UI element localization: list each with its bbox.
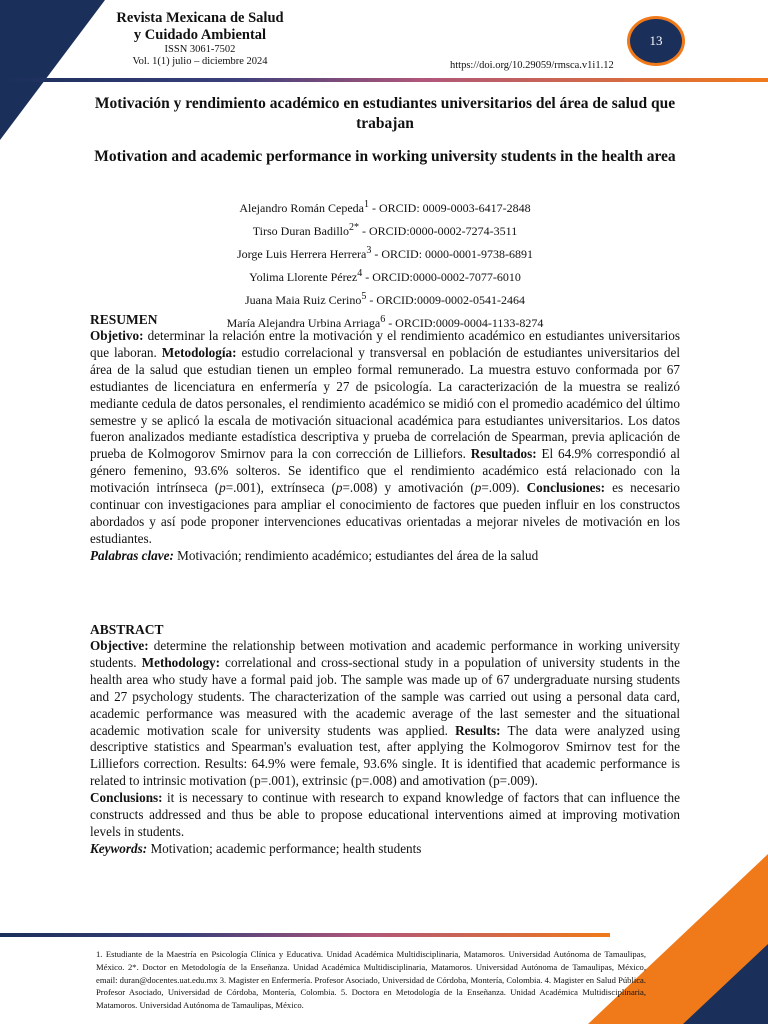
- author-name: Jorge Luis Herrera Herrera: [236, 247, 367, 261]
- author-affiliation: 4: [357, 268, 363, 279]
- resultados-text: El 64.9% correspondió al género femenino, 93.6% solteros. Se identifico que el rendimiento académico está relacionado con la motivación intrínseca (: [90, 446, 680, 496]
- resumen-section: [90, 311, 680, 565]
- results-text: The data were analyzed using descriptive statistics and Spearman's evaluation test, after applying the Kolmogorov Smirnov test for the Lilliefors correction. Results: 64.9% were female, 93.6% single. It is identified that academic performance is related to intrinsic motivation (p=.001), extrinsic (p=.008) and amotivation (p=.009).: [90, 722, 680, 789]
- objetivo-text: determinar la relación entre la motivación y el rendimiento académico en estudiantes universitarios que laboran.: [90, 328, 680, 360]
- abstract-heading: ABSTRACT: [90, 622, 164, 637]
- author-orcid: - ORCID: 0000-0001-9738-6891: [371, 247, 534, 261]
- author-affiliation: 3: [366, 245, 372, 256]
- author-name: Juana Maia Ruiz Cerino: [245, 293, 362, 307]
- author-affiliation: 2*: [349, 222, 359, 233]
- doi-link[interactable]: https://doi.org/10.29059/rmsca.v1i1.12: [450, 60, 614, 71]
- p-symbol: p: [474, 480, 482, 496]
- author-name: Tirso Duran Badillo: [252, 224, 349, 238]
- author-line: [80, 241, 690, 264]
- conclusiones-label: Conclusiones:: [526, 480, 606, 496]
- page-number-badge: 13: [627, 16, 685, 66]
- resumen-heading: RESUMEN: [90, 312, 158, 327]
- methodology-text: correlational and cross-sectional study in a population of university students in the health area who study have a formal paid job. The sample was made up of 67 undergraduate nursing students and 27 psychology students. The characterization of the sample was carried out using a personal data card, academic performance was measured with the academic average of the last semester and the situational academic motivation scale for university students was applied.: [90, 654, 680, 738]
- resultados-text: =.009).: [481, 480, 527, 496]
- author-orcid: - ORCID:0000-0002-7077-6010: [362, 270, 521, 284]
- journal-name-line2: y Cuidado Ambiental: [133, 27, 267, 43]
- methodology-label: Methodology:: [141, 654, 221, 670]
- corner-decoration-bottom-right-navy: [683, 944, 768, 1024]
- objective-label: Objective:: [90, 638, 149, 653]
- conclusions-text: it is necessary to continue with research to expand knowledge of factors that can influence the constructs addressed and thus be able to propose educational interventions aimed at improving motivation levels in students.: [90, 790, 680, 839]
- author-line: [80, 218, 690, 241]
- author-footnotes: 1. Estudiante de la Maestría en Psicología Clínica y Educativa. Unidad Académica Multidisciplinaria, Matamoros. Universidad Autónoma de Tamaulipas, México. 2*. Doctor en Metodología de la Enseñanza. Unidad Académica Multidisciplinaria, Matamoros. Universidad Autónoma de Tamaulipas, México, email: duran@docentes.uat.edu.mx 3. Magister en Enfermería. Profesor Asociado, Universidad de Córdoba, Montería, Colombia. 4. Magister en Salud Pública. Profesor Asociado, Universidad de Córdoba, Montería, Colombia. 5. Doctora en Metodología de la Enseñanza. Unidad Académica Multidisciplinaria, Matamoros. Universidad Autónoma de Tamaulipas, México.: [96, 949, 646, 1011]
- footnote-divider: [0, 933, 610, 937]
- title-spanish: Motivación y rendimiento académico en estudiantes universitarios del área de salud que trabajan: [94, 95, 676, 132]
- author-line: [80, 264, 690, 287]
- conclusions-label: Conclusions:: [90, 790, 163, 806]
- author-orcid: - ORCID:0000-0002-7274-3511: [359, 224, 518, 238]
- abstract-section: [90, 621, 680, 858]
- author-orcid: - ORCID:0009-0004-1133-8274: [385, 316, 544, 330]
- conclusiones-text: es necesario continuar con investigaciones para ampliar el conocimiento de factores que pueden influir en los constructos abordados y así pode proponer intervenciones educativas orientadas a mejorar niveles de motivación en los estudiantes.: [90, 480, 680, 546]
- author-affiliation: 6: [380, 314, 386, 325]
- author-name: Alejandro Román Cepeda: [239, 201, 364, 215]
- metodologia-text: estudio correlacional y transversal en población de estudiantes universitarios del área de la salud que estudian tienen un empleo formal remunerado. La muestra estuvo conformada por 67 estudiantes de licenciatura en enfermería y 27 de psicología. La caracterización de la muestra se realizó mediante cedula de datos personales, el rendimiento académico se midió con el promedio académico del último semestre y se aplicó la escala de motivación situacional académica para estudiantes universitarios. Los datos fueron analizados mediante estadística descriptiva y prueba de correlación de Spearman, previa aplicación de prueba de Kolmogorov Smirnov para la con corrección de Lilliefors.: [90, 344, 680, 462]
- author-line: [80, 287, 690, 310]
- title-english: Motivation and academic performance in working university students in the health area: [94, 148, 676, 165]
- journal-volume: Vol. 1(1) julio – diciembre 2024: [132, 56, 268, 67]
- resultados-label: Resultados:: [470, 446, 537, 462]
- results-label: Results:: [455, 722, 501, 738]
- resumen-body: [90, 328, 680, 548]
- keywords-label: Keywords:: [90, 840, 148, 856]
- abstract-body: [90, 638, 680, 790]
- journal-issn: ISSN 3061-7502: [164, 44, 236, 55]
- resultados-text: =.001), extrínseca (: [225, 480, 336, 496]
- p-symbol: p: [335, 480, 343, 496]
- author-name: María Alejandra Urbina Arriaga: [226, 316, 381, 330]
- metodologia-label: Metodología:: [161, 344, 237, 360]
- p-symbol: p: [219, 480, 226, 496]
- author-name: Yolima Llorente Pérez: [249, 270, 358, 284]
- objective-text: determine the relationship between motivation and academic performance in working university students.: [90, 638, 680, 670]
- palabras-clave-label: Palabras clave:: [90, 547, 174, 563]
- author-affiliation: 5: [361, 291, 367, 302]
- abstract-conclusions: [90, 790, 680, 841]
- objetivo-label: Objetivo:: [90, 328, 144, 343]
- author-affiliation: 1: [363, 199, 369, 210]
- palabras-clave-text: Motivación; rendimiento académico; estudiantes del área de la salud: [173, 547, 539, 563]
- header-divider: [0, 78, 768, 82]
- journal-header: [100, 10, 300, 68]
- author-orcid: - ORCID:0009-0002-0541-2464: [366, 293, 525, 307]
- keywords-text: Motivation; academic performance; health students: [147, 840, 422, 856]
- journal-name-line1: Revista Mexicana de Salud: [116, 10, 284, 26]
- palabras-clave: [90, 548, 680, 565]
- author-line: [80, 195, 690, 218]
- resultados-text: =.008) y amotivación (: [342, 480, 475, 496]
- author-orcid: - ORCID: 0009-0003-6417-2848: [368, 201, 531, 215]
- keywords: [90, 841, 680, 858]
